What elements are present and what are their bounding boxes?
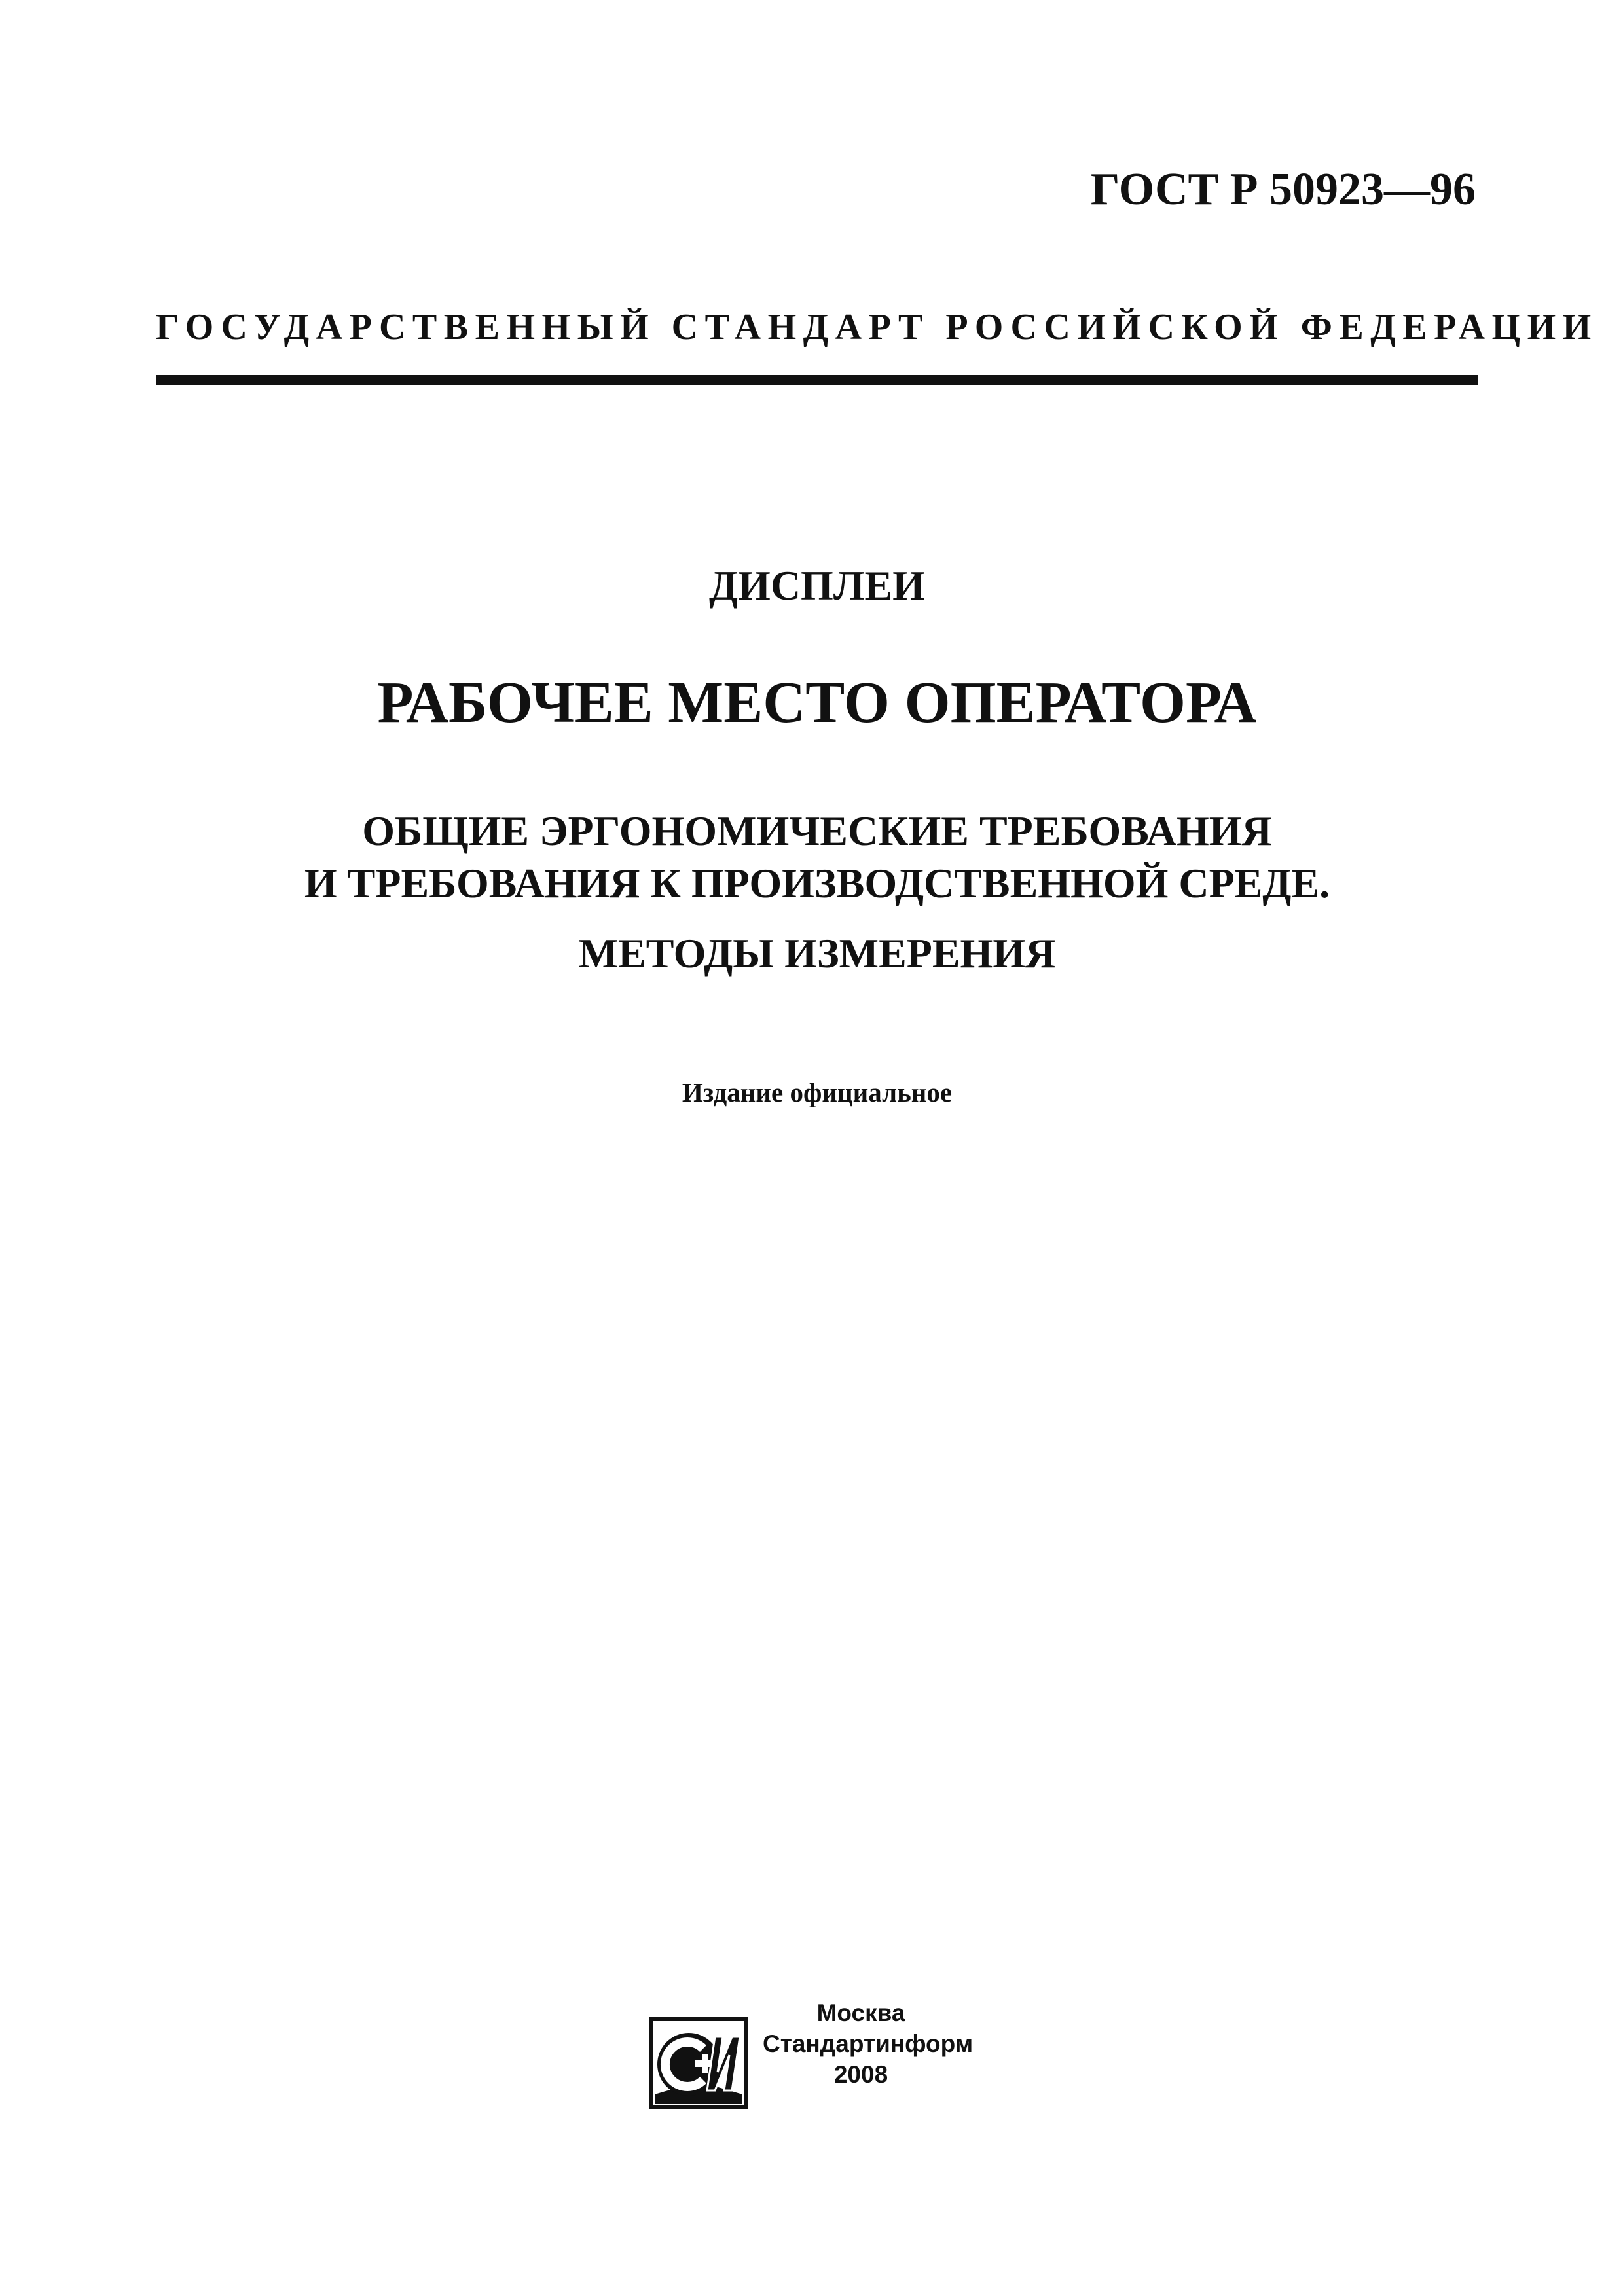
subtitle-line-1: ОБЩИЕ ЭРГОНОМИЧЕСКИЕ ТРЕБОВАНИЯ: [362, 808, 1272, 854]
state-standard-heading: ГОСУДАРСТВЕННЫЙ СТАНДАРТ РОССИЙСКОЙ ФЕДЕРАЦИИ: [156, 307, 1598, 348]
publisher-block: [763, 1998, 974, 2090]
publisher-name: Стандартинформ: [763, 2030, 974, 2057]
standartinform-logo-icon: [649, 2017, 748, 2109]
document-subtitle: [156, 805, 1478, 910]
document-category: ДИСПЛЕИ: [709, 562, 925, 609]
publication-year: 2008: [833, 2061, 888, 2088]
header-divider: [156, 375, 1478, 385]
publisher-city: Москва: [816, 2000, 905, 2026]
document-title: РАБОЧЕЕ МЕСТО ОПЕРАТОРА: [377, 670, 1257, 735]
gost-number: ГОСТ Р 50923—96: [1090, 164, 1476, 215]
subtitle-line-2: И ТРЕБОВАНИЯ К ПРОИЗВОДСТВЕННОЙ СРЕДЕ.: [304, 860, 1330, 906]
edition-note: Издание официальное: [682, 1077, 953, 1107]
document-methods: МЕТОДЫ ИЗМЕРЕНИЯ: [578, 930, 1056, 977]
